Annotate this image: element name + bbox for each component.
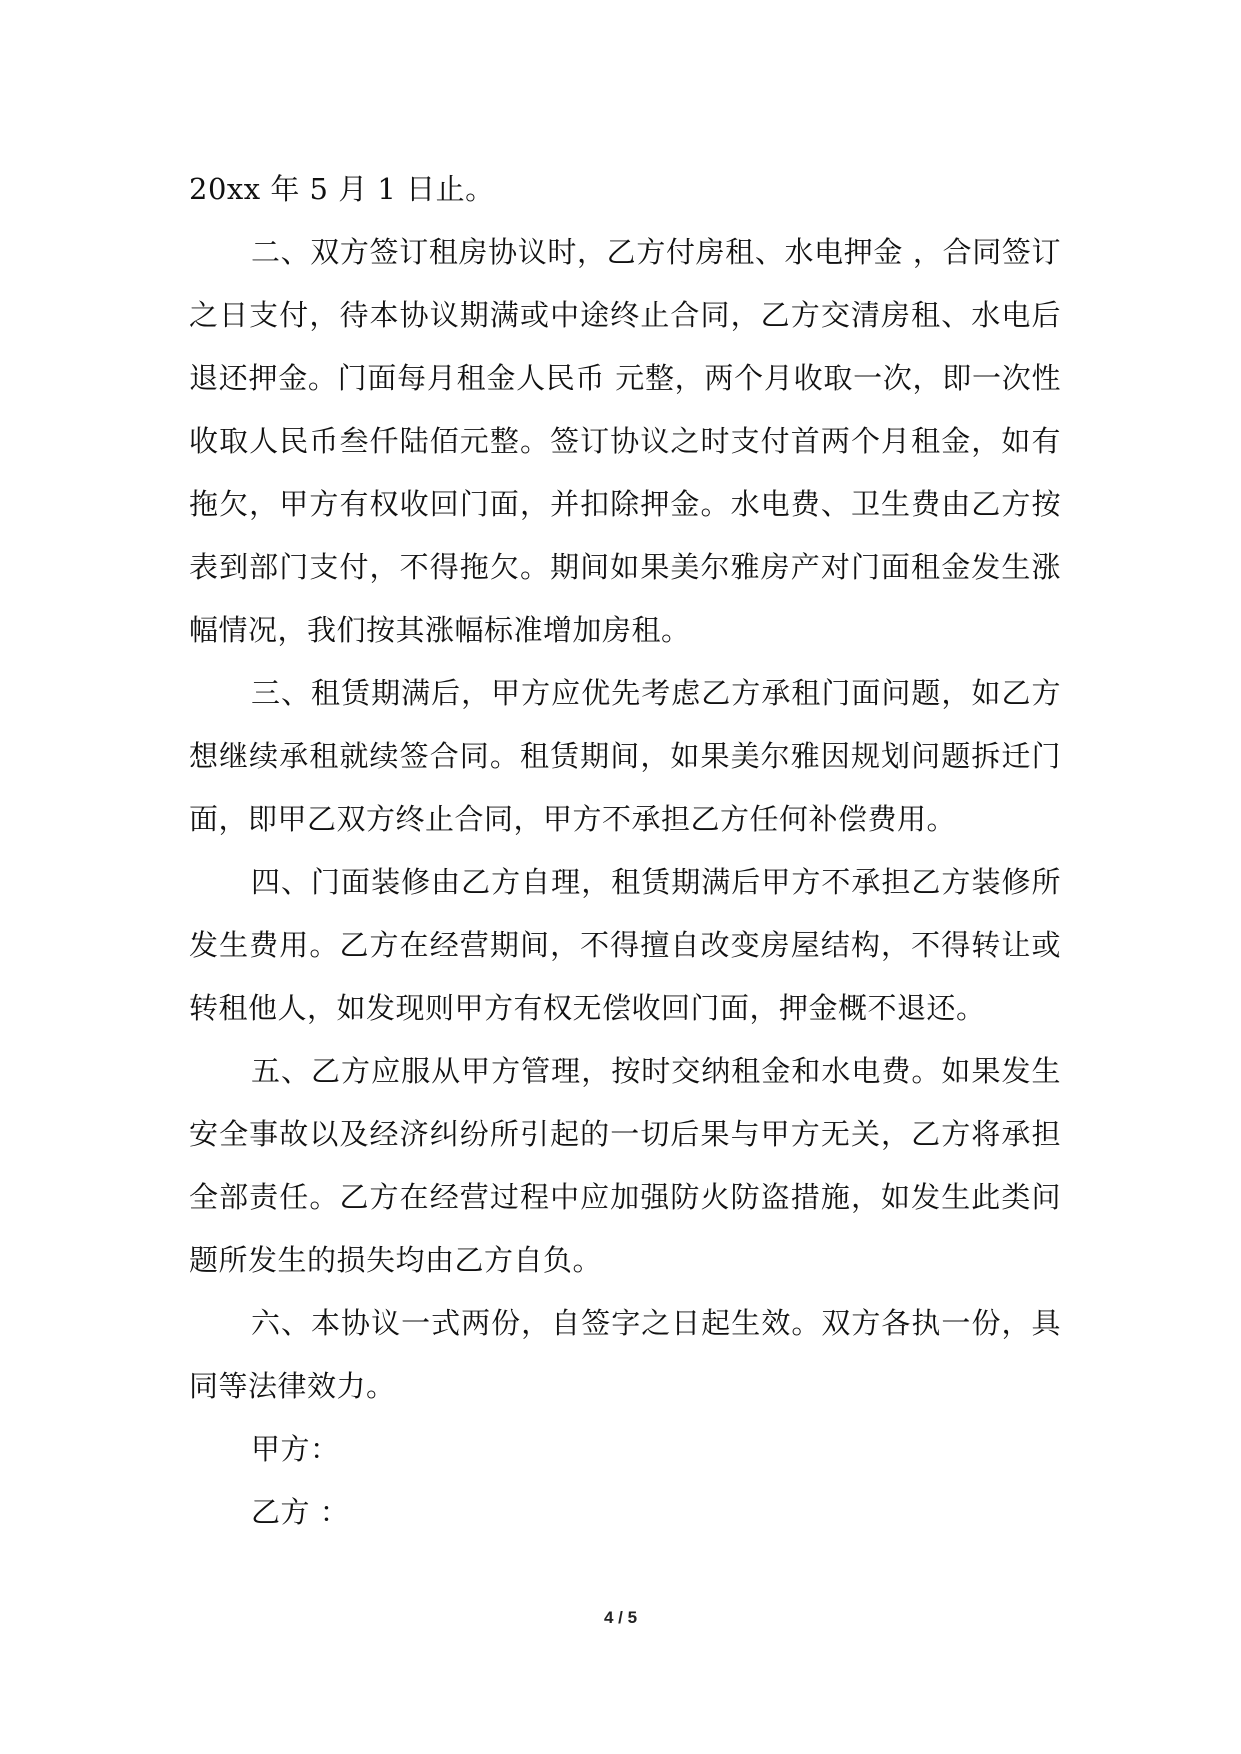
paragraph-clause-4-decoration: 四、门面装修由乙方自理，租赁期满后甲方不承担乙方装修所发生费用。乙方在经营期间，不得擅自改变房屋结构，不得转让或转租他人，如发现则甲方有权无偿收回门面，押金概不退还。 [189,865,1061,1025]
page-number: 4 / 5 [603,1608,638,1627]
paragraph-end-date: 20xx 年 5 月 1 日止。 [189,172,495,206]
paragraph-clause-2-rent-deposit: 二、双方签订租房协议时，乙方付房租、水电押金 ，合同签订之日支付，待本协议期满或中途终止合同，乙方交清房租、水电后退还押金。门面每月租金人民币 元整，两个月收取一次，即一次性收取人民币叁仟陆佰元整。签订协议之时支付首两个月租金，如有拖欠，甲方有权收回门面，并扣除押金。水电费、卫生费由乙方按表到部门支付，不得拖欠。期间如果美尔雅房产对门面租金发生涨幅情况，我们按其涨幅标准增加房租。 [189,235,1061,647]
paragraph-clause-5-management: 五、乙方应服从甲方管理，按时交纳租金和水电费。如果发生安全事故以及经济纠纷所引起的一切后果与甲方无关，乙方将承担全部责任。乙方在经营过程中应加强防火防盗措施，如发生此类问题所发生的损失均由乙方自负。 [189,1054,1061,1277]
document-body [189,158,1061,1544]
paragraph-clause-3-renewal: 三、租赁期满后，甲方应优先考虑乙方承租门面问题，如乙方想继续承租就续签合同。租赁期间，如果美尔雅因规划问题拆迁门面，即甲乙双方终止合同，甲方不承担乙方任何补偿费用。 [189,676,1061,836]
signature-party-b: 乙方 ： [251,1495,350,1529]
paragraph-clause-6-validity: 六、本协议一式两份，自签字之日起生效。双方各执一份，具同等法律效力。 [189,1306,1061,1403]
signature-party-a: 甲方： [251,1432,340,1466]
